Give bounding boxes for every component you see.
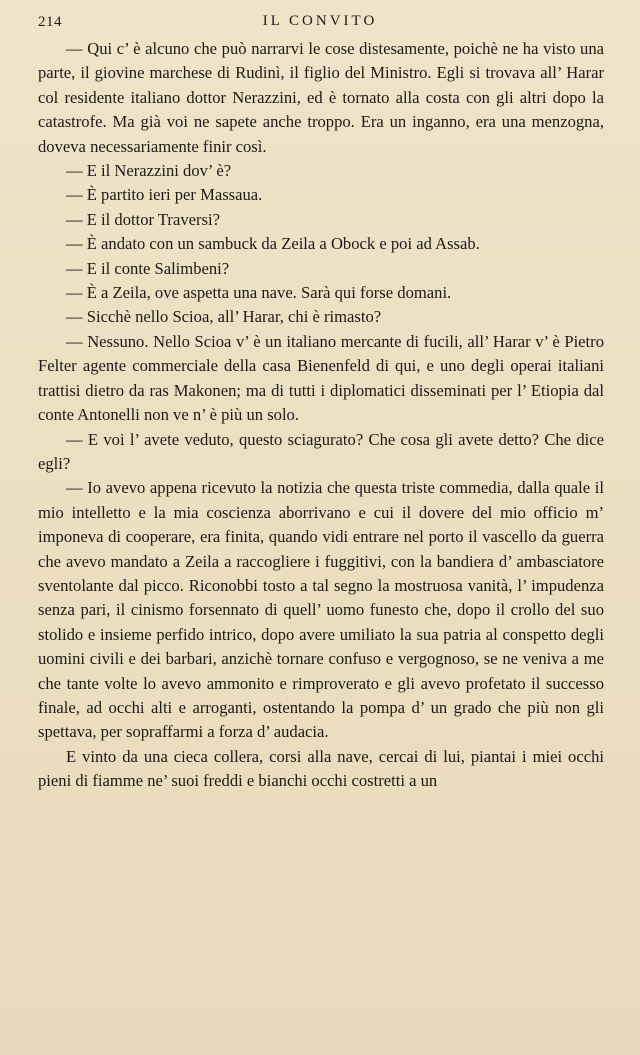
paragraph: — È a Zeila, ove aspetta una nave. Sarà qui forse domani. xyxy=(66,283,452,303)
body-text xyxy=(38,37,604,794)
paragraph: — E il Nerazzini dov’ è? xyxy=(66,161,232,181)
paragraph: — E il dottor Traversi? xyxy=(66,209,220,229)
paragraph: — È partito ieri per Massaua. xyxy=(66,185,263,205)
paragraph: — Sicchè nello Scioa, all’ Harar, chi è rimasto? xyxy=(66,307,382,327)
paragraph: — È andato con un sambuck da Zeila a Obock e poi ad Assab. xyxy=(66,234,480,254)
paragraph: — Qui c’ è alcuno che può narrarvi le cose distesamente, poichè ne ha visto una parte, il giovine marchese di Rudinì, il figlio del Ministro. Egli si trovava all’ Harar col residente italiano dottor Nerazzini, ed è tornato alla costa con gli altri dopo la catastrofe. Ma già voi ne sapete anche troppo. Era un inganno, era una menzogna, doveva necessariamente finir così. xyxy=(38,39,604,156)
page-number: 214 xyxy=(38,14,62,30)
paragraph: — Nessuno. Nello Scioa v’ è un italiano mercante di fucili, all’ Harar v’ è Pietro Felter agente commerciale della casa Bienenfeld di qui, e uno degli operai italiani trattisi dietro da ras Makonen; ma di tutti i diplomatici disseminati per l’ Etiopia dal conte Antonelli non ve n’ è più un solo. xyxy=(38,331,604,425)
paragraph: — E il conte Salimbeni? xyxy=(66,258,230,278)
paragraph: E vinto da una cieca collera, corsi alla nave, cercai di lui, piantai i miei occhi pieni di fiamme ne’ suoi freddi e bianchi occhi costretti a un xyxy=(38,746,604,791)
running-title: IL CONVITO xyxy=(262,13,378,29)
paragraph: — Io avevo appena ricevuto la notizia che questa triste commedia, dalla quale il mio intelletto e la mia coscienza aborrivano e cui il dovere del mio officio m’ imponeva di cooperare, era finita, quando vidi entrare nel porto il vascello da guerra che avevo mandato a Zeila a raccogliere i fuggitivi, con la bandiera d’ ambasciatore sventolante dal picco. Riconobbi tosto a tal segno la mostruosa vanità, l’ impudenza senza pari, il cinismo forsennato di quell’ uomo funesto che, dopo il crollo del suo stolido e insieme perfido intrico, dopo avere umiliato la sua patria al conspetto degli uomini civili e dei barbari, anzichè tornare confuso e vergognoso, se ne veniva a me che tante volte lo avevo ammonito e rimproverato e gli avevo profetato il successo finale, ad occhi alti e arroganti, ostentando la pompa d’ un grado che più non gli spettava, per sopraffarmi a forza d’ audacia. xyxy=(38,478,604,742)
paragraph: — E voi l’ avete veduto, questo sciagurato? Che cosa gli avete detto? Che dice egli? xyxy=(38,429,604,473)
page-header xyxy=(38,12,602,34)
